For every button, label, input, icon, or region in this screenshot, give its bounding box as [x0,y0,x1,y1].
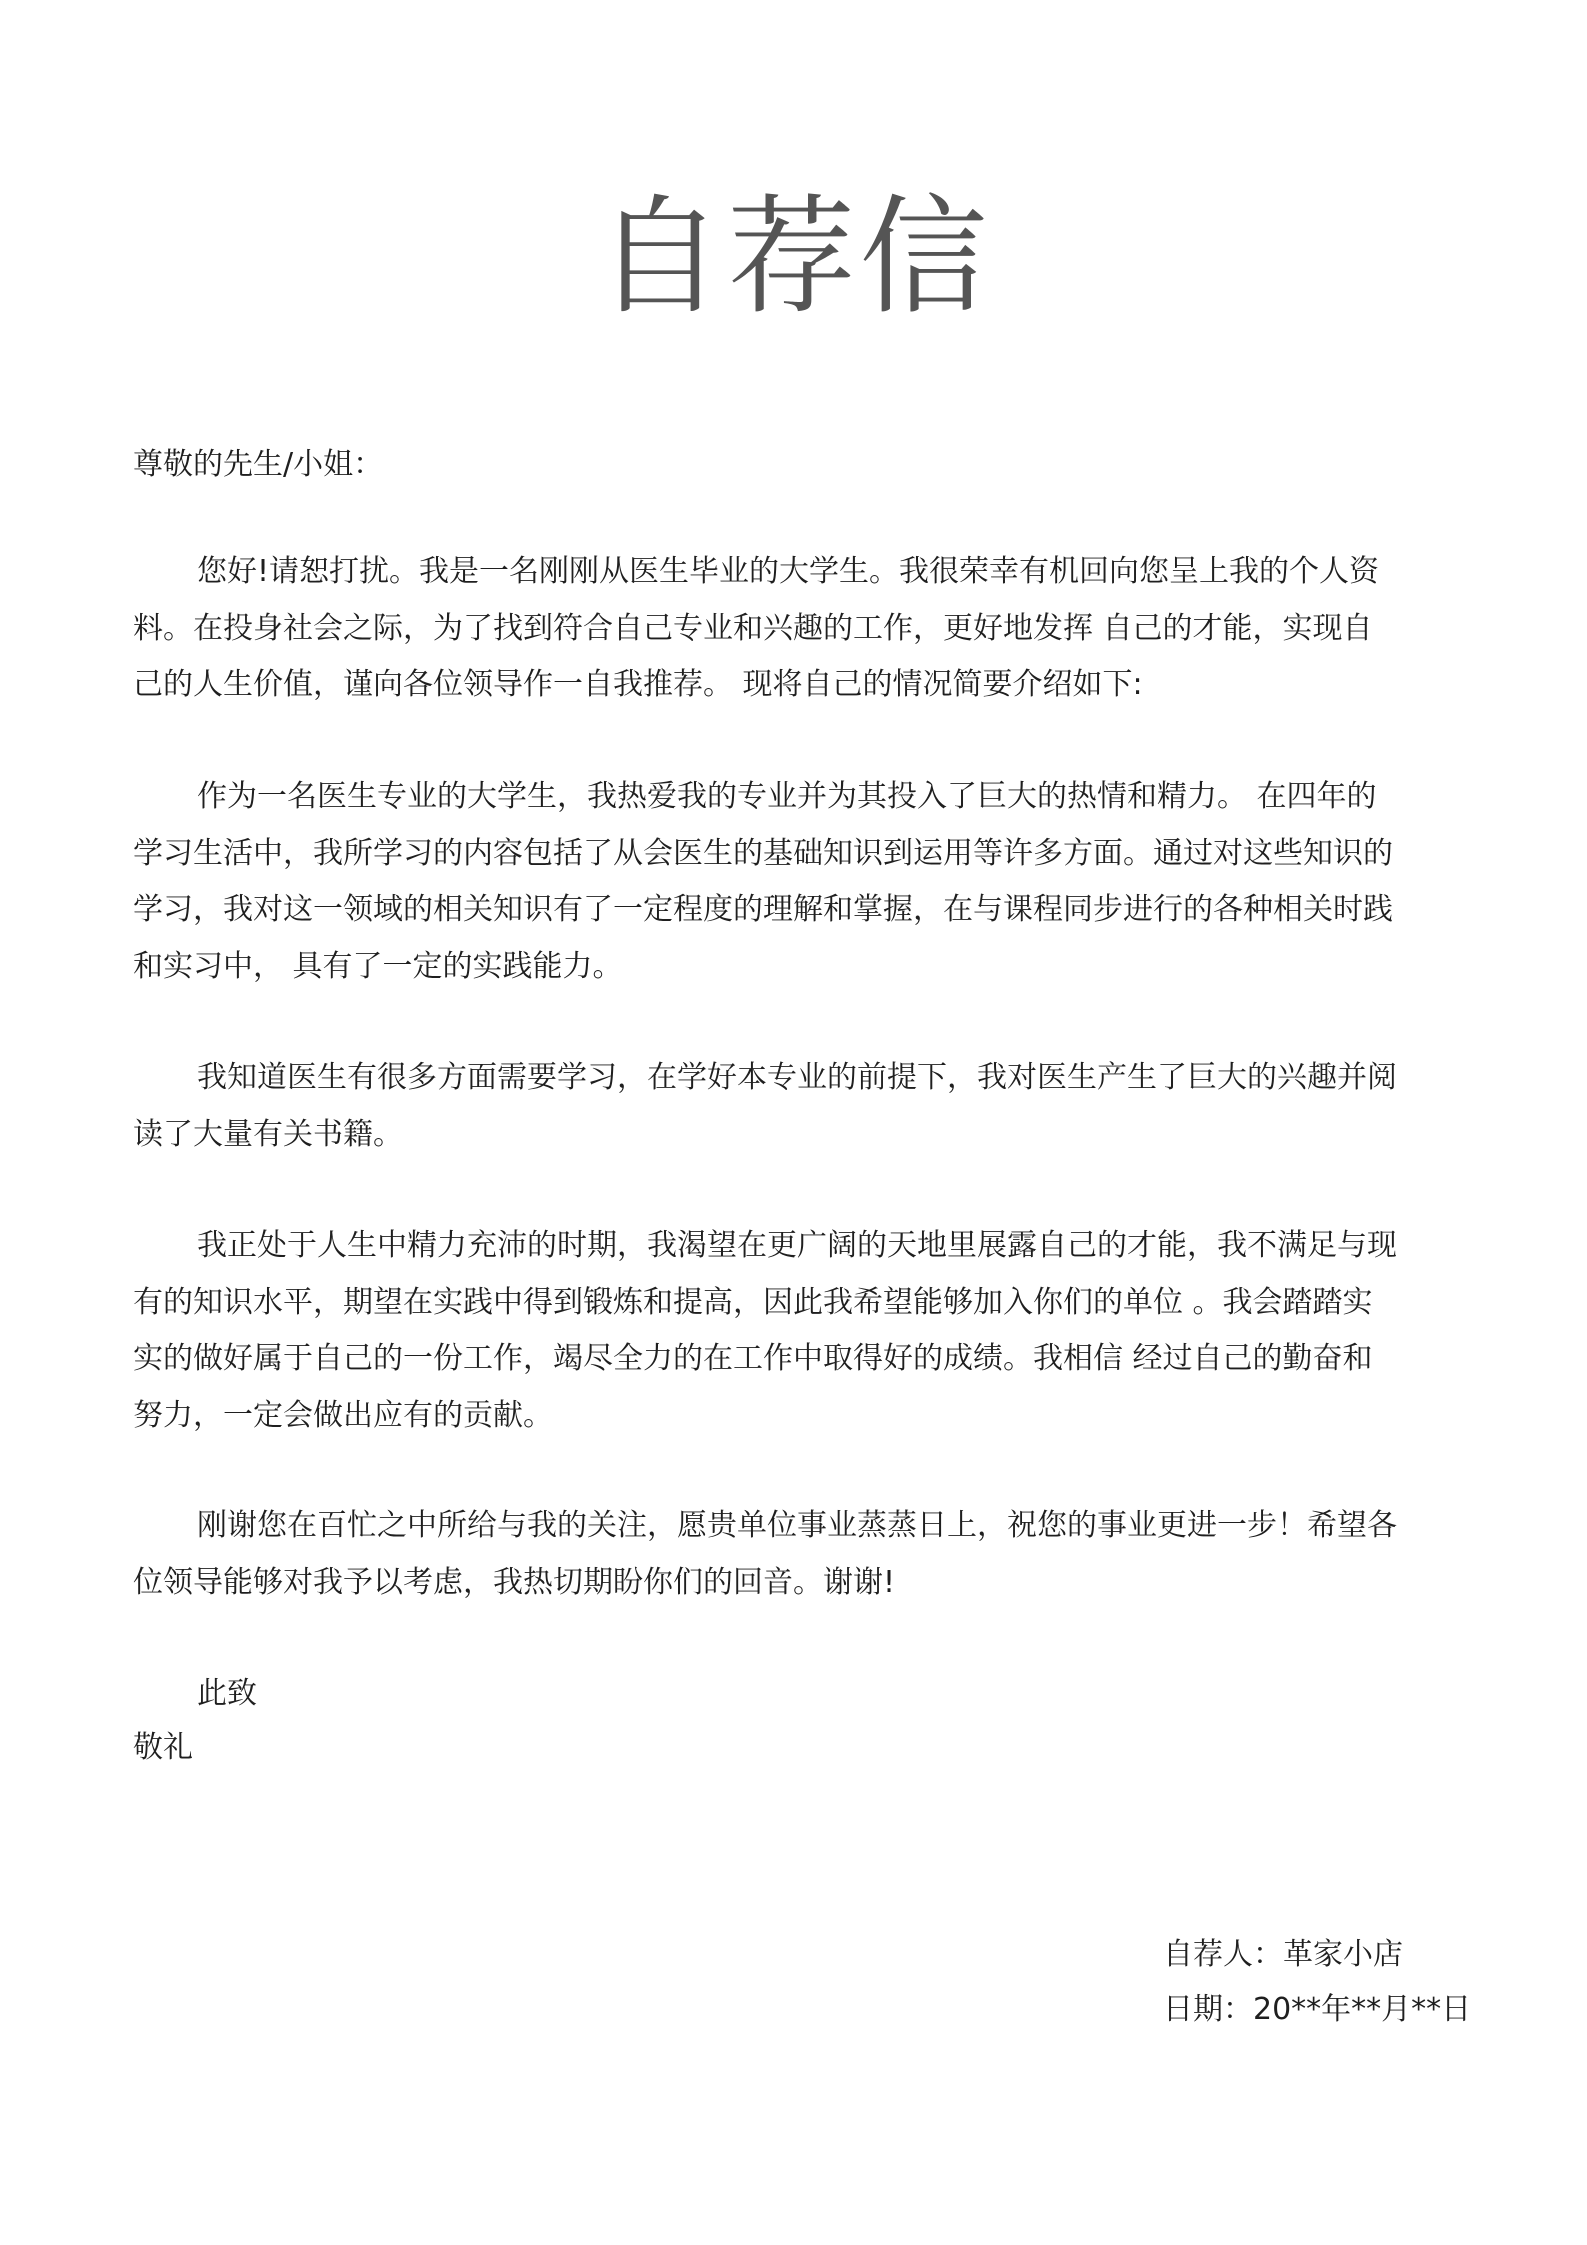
paragraph-line: 刚谢您在百忙之中所给与我的关注，愿贵单位事业蒸蒸日上，祝您的事业更进一步！希望各 [197,1508,1397,1543]
salutation: 尊敬的先生/小姐： [133,447,384,482]
paragraph-line: 学习，我对这一领域的相关知识有了一定程度的理解和掌握，在与课程同步进行的各种相关时践 [133,892,1393,927]
closing-line-2 [133,1720,1463,1777]
paragraph-line: 努力，一定会做出应有的贡献。 [133,1397,553,1433]
document-title: 自荐信 [595,183,992,332]
closing-line-1 [133,1666,1463,1723]
paragraph-line: 料。在投身社会之际，为了找到符合自己专业和兴趣的工作，更好地发挥 自己的才能，实现自 [133,610,1373,646]
closing-text: 此致 [197,1676,257,1711]
paragraph-5 [133,1498,1463,1611]
closing-text: 敬礼 [133,1730,193,1765]
paragraph-line: 和实习中， 具有了一定的实践能力。 [133,948,623,984]
paragraph-line: 作为一名医生专业的大学生，我热爱我的专业并为其投入了巨大的热情和精力。 在四年的 [197,779,1377,814]
paragraph-line: 读了大量有关书籍。 [133,1116,403,1152]
paragraph-line: 位领导能够对我予以考虑，我热切期盼你们的回音。谢谢! [133,1564,896,1600]
signature-name: 自荐人：革家小店 [1163,1937,1403,1972]
paragraph-2 [133,769,1463,995]
paragraph-line: 实的做好属于自己的一份工作，竭尽全力的在工作中取得好的成绩。我相信 经过自己的勤奋和 [133,1341,1373,1376]
signature-date: 日期：20**年**月**日 [1163,1992,1472,2027]
paragraph-line: 有的知识水平，期望在实践中得到锻炼和提高，因此我希望能够加入你们的单位 。我会踏踏实 [133,1284,1373,1320]
paragraph-line: 您好!请恕打扰。我是一名刚刚从医生毕业的大学生。我很荣幸有机回向您呈上我的个人资 [197,554,1380,589]
paragraph-line: 我知道医生有很多方面需要学习，在学好本专业的前提下，我对医生产生了巨大的兴趣并阅 [197,1060,1397,1095]
paragraph-line: 学习生活中，我所学习的内容包括了从会医生的基础知识到运用等许多方面。通过对这些知识的 [133,835,1393,871]
paragraph-line: 己的人生价值，谨向各位领导作一自我推荐。 现将自己的情况简要介绍如下: [133,667,1143,702]
paragraph-1 [133,544,1463,714]
paragraph-4 [133,1218,1463,1444]
paragraph-3 [133,1050,1463,1163]
paragraph-line: 我正处于人生中精力充沛的时期，我渴望在更广阔的天地里展露自己的才能，我不满足与现 [197,1228,1397,1263]
